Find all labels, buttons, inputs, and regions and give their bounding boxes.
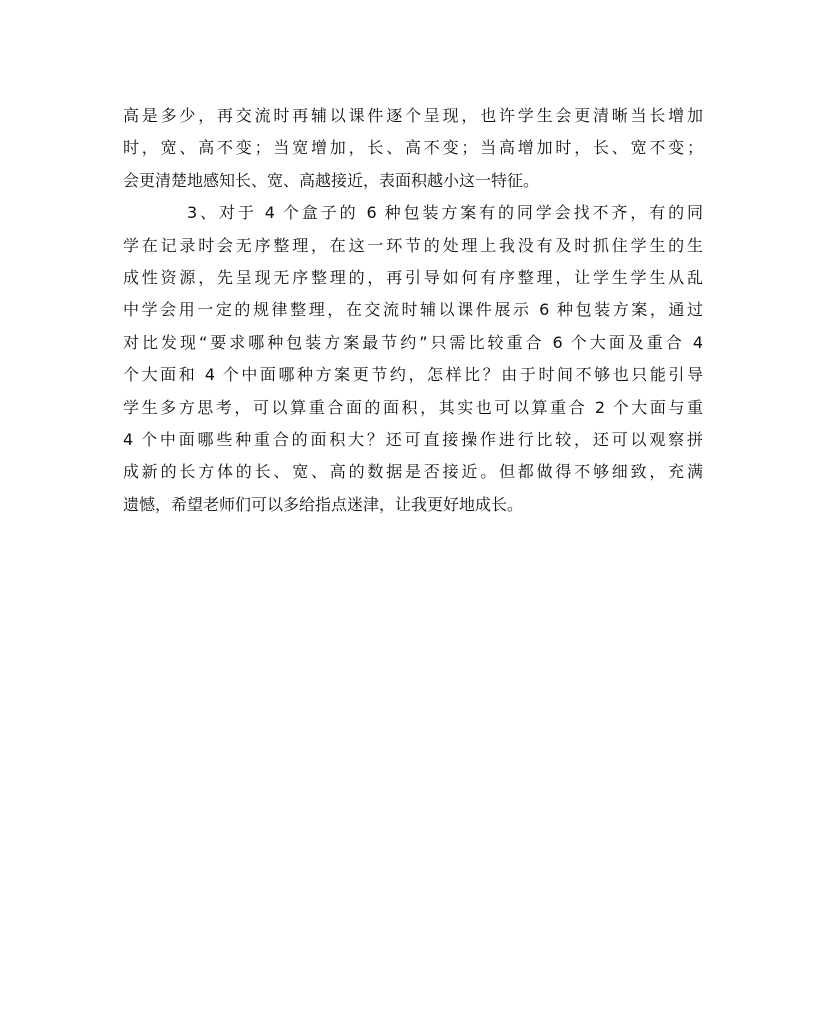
text-line: 遗憾，希望老师们可以多给指点迷津，让我更好地成长。: [123, 494, 524, 514]
text-line: 高是多少，再交流时再辅以课件逐个呈现，也许学生会更清晰当长增加: [123, 106, 703, 125]
paragraph-1: [123, 100, 703, 197]
text-line: 3、对于 4 个盒子的 6 种包装方案有的同学会找不齐，有的同: [187, 203, 703, 223]
text-line: 对比发现“要求哪种包装方案最节约”只需比较重合 6 个大面及重合 4: [123, 332, 703, 352]
text-line: 中学会用一定的规律整理，在交流时辅以课件展示 6 种包装方案，通过: [123, 300, 703, 320]
document-body: [123, 100, 703, 521]
text-line: 时，宽、高不变；当宽增加，长、高不变；当高增加时，长、宽不变；: [123, 138, 703, 158]
text-line: 成性资源，先呈现无序整理的，再引导如何有序整理，让学生学生从乱: [123, 267, 703, 287]
text-line: 4 个中面哪些种重合的面积大？还可直接操作进行比较，还可以观察拼: [123, 429, 703, 449]
text-line: 学在记录时会无序整理，在这一环节的处理上我没有及时抓住学生的生: [123, 235, 703, 255]
text-line: 学生多方思考，可以算重合面的面积，其实也可以算重合 2 个大面与重: [123, 397, 703, 417]
paragraph-2: [123, 197, 703, 521]
text-line: 会更清楚地感知长、宽、高越接近，表面积越小这一特征。: [123, 170, 540, 190]
text-line: 个大面和 4 个中面哪种方案更节约，怎样比？由于时间不够也只能引导: [123, 365, 703, 385]
text-line: 成新的长方体的长、宽、高的数据是否接近。但都做得不够细致，充满: [123, 462, 703, 482]
